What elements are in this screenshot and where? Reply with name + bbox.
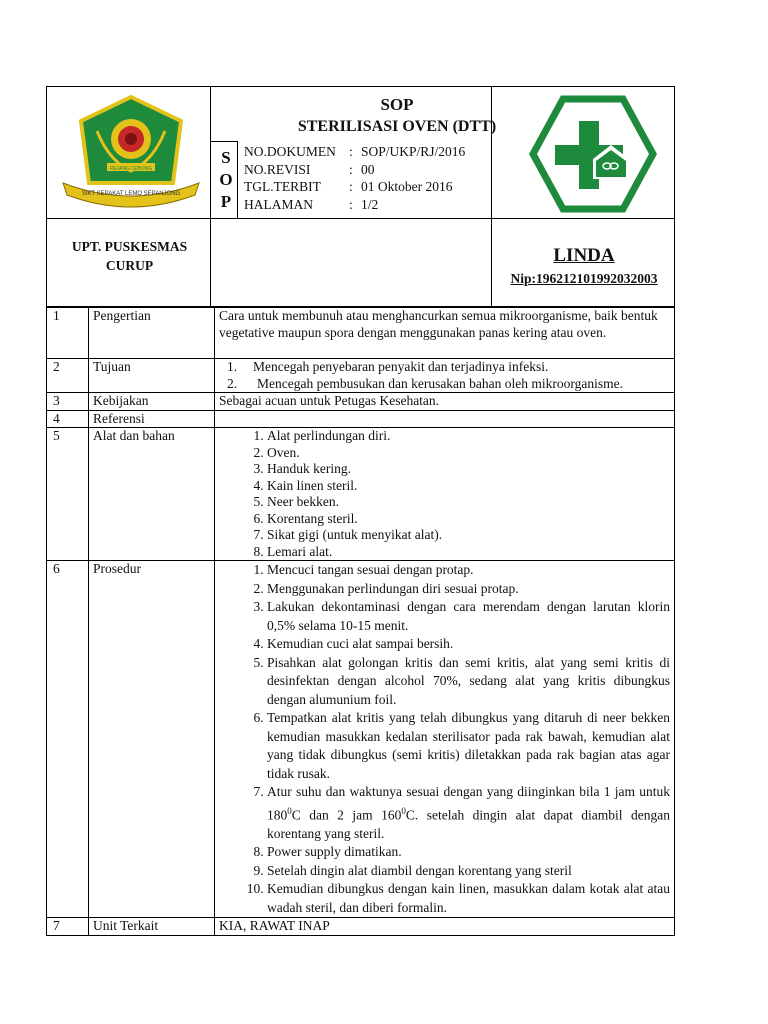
signer-nip: Nip:196212101992032003 xyxy=(510,271,658,286)
table-row: 5 Alat dan bahan 1. Alat perlindungan diri. 2. Oven. 3. Handuk kering. 4. Kain linen steril. 5. Neer bekken. 6. Korentang steril. 7. Sikat gigi (untuk menyikat alat). 8. Lemari alat. xyxy=(47,428,675,561)
header-table xyxy=(46,86,675,307)
table-row: 2 Tujuan 1. Mencegah penyebaran penyakit dan terjadinya infeksi. 2. Mencegah pembusukan dan kerusakan bahan oleh mikroorganisme. xyxy=(47,359,675,393)
procedure-list: 1. Mencuci tangan sesuai dengan protap. 2. Menggunakan perlindungan diri sesuai protap. 3. Lakukan dekontaminasi dengan cara merendam dengan larutan klorin 0,5% selama 10-15 menit. 4. Kemudian cuci alat sampai bersih. 5. Pisahkan alat golongan kritis dan semi kritis, alat yang semi kritis di desinfektan dengan alcohol 70%, sedang alat yang kritis dibungkus dengan alumunium foil. 6. Tempatkan alat kritis yang telah dibungkus yang ditaruh di neer bekken kemudian masukkan kedalan sterilisator pada rak bawah, kemudian alat yang tidak dibungkus (semi kritis) diletakkan pada rak bagian atas agar tidak rusak. 7. Atur suhu dan waktunya sesuai dengan yang diinginkan bila 1 jam untuk $180^0C$ dan 2 jam $160^0C$. setelah dingin alat dapat diambil dengan korentang yang steril. 8. Power supply dimatikan. 9. Setelah dingin alat diambil dengan korentang yang steril 10. Kemudian dibungkus dengan kain linen, masukkan dalam kotak alat atau wadah steril, dan diberi formalin. xyxy=(219,561,670,917)
equipment-list: 1. Alat perlindungan diri. 2. Oven. 3. Handuk kering. 4. Kain linen steril. 5. Neer bekken. 6. Korentang steril. 7. Sikat gigi (untuk menyikat alat). 8. Lemari alat. xyxy=(219,428,670,560)
puskesmas-logo-icon xyxy=(529,95,657,213)
table-row: 4 Referensi xyxy=(47,410,675,428)
institution-name: UPT. PUSKESMAS CURUP xyxy=(71,239,188,273)
table-row: 6 Prosedur 1. Mencuci tangan sesuai dengan protap. 2. Menggunakan perlindungan diri sesuai protap. 3. Lakukan dekontaminasi dengan cara merendam dengan larutan klorin 0,5% selama 10-15 menit. 4. Kemudian cuci alat sampai bersih. 5. Pisahkan alat golongan kritis dan semi kritis, alat yang semi kritis di desinfektan dengan alcohol 70%, sedang alat yang kritis dibungkus dengan alumunium foil. 6. Tempatkan alat kritis yang telah dibungkus yang ditaruh di neer bekken kemudian masukkan kedalan sterilisator pada rak bawah, kemudian alat yang tidak dibungkus (semi kritis) diletakkan pada rak bagian atas agar tidak rusak. 7. Atur suhu dan waktunya sesuai dengan yang diinginkan bila 1 jam untuk $180^0C$ dan 2 jam $160^0C$. setelah dingin alat dapat diambil dengan korentang yang steril. 8. Power supply dimatikan. 9. Setelah dingin alat diambil dengan korentang yang steril 10. Kemudian dibungkus dengan kain linen, masukkan dalam kotak alat atau wadah steril, dan diberi formalin. xyxy=(47,561,675,918)
document-title: SOP xyxy=(380,95,414,114)
table-row: 7 Unit Terkait KIA, RAWAT INAP xyxy=(47,918,675,936)
regency-emblem-icon xyxy=(57,91,205,211)
document-subtitle: STERILISASI OVEN (DTT) xyxy=(297,118,497,135)
document-meta: NO.DOKUMEN : SOP/UKP/RJ/2016 NO.REVISI : 00 TGL.TERBIT : 01 Oktober 2016 HALAMAN : 1/2 xyxy=(244,144,466,212)
sop-vertical-label: S O P xyxy=(219,148,233,211)
sop-content-table xyxy=(46,307,675,936)
svg-text:REJANG LEBONG: REJANG LEBONG xyxy=(109,166,153,172)
svg-text:SIKT SEPAKAT LEMO SEPANJONG: SIKT SEPAKAT LEMO SEPANJONG xyxy=(81,191,181,197)
table-row: 1 Pengertian Cara untuk membunuh atau menghancurkan semua mikroorganisme, baik bentuk vegetative maupun spora dengan menggunakan panas kering atau oven. xyxy=(47,308,675,359)
table-row: 3 Kebijakan Sebagai acuan untuk Petugas Kesehatan. xyxy=(47,393,675,411)
signer-name: LINDA xyxy=(553,245,615,266)
